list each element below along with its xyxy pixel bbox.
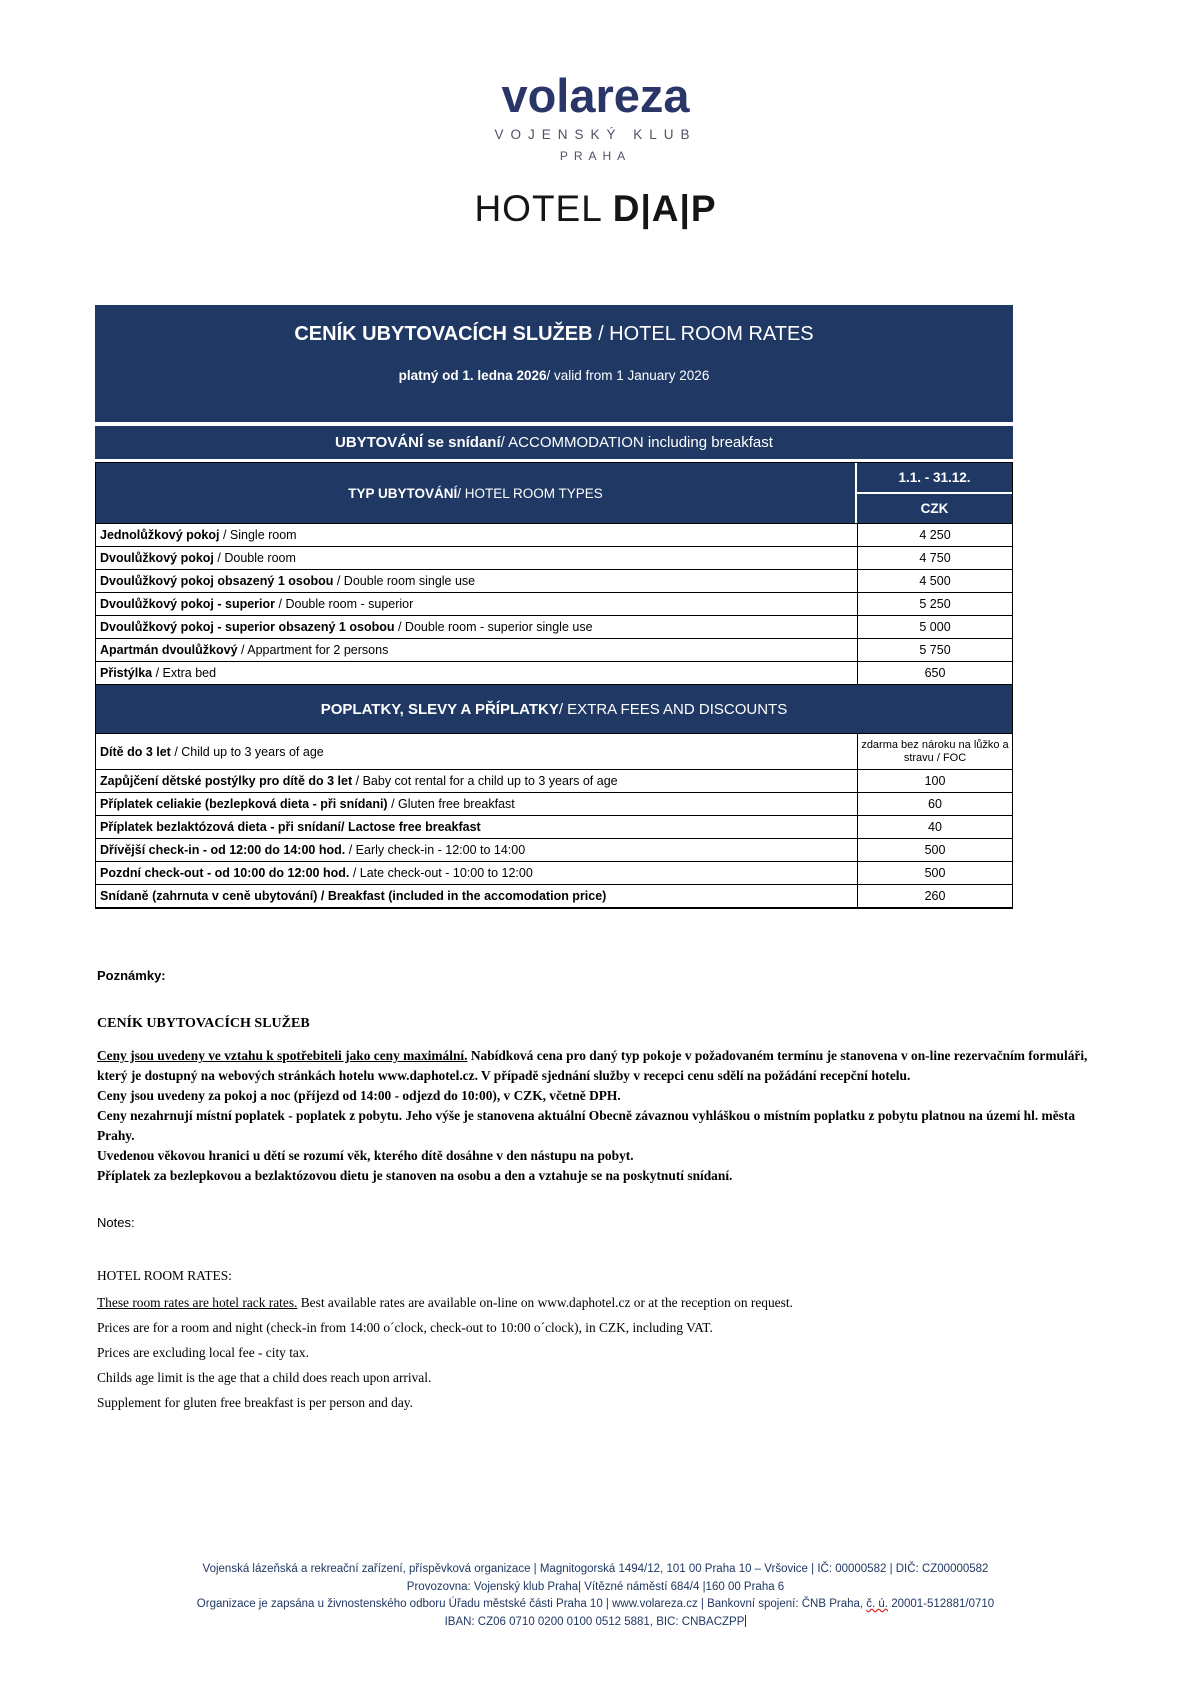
- note-cs-paragraph-5: Příplatek za bezlepkovou a bezlaktózovou dietu je stanoven na osobu a den a vztahuje se na poskytnutí snídaní.: [97, 1168, 733, 1183]
- row-price: 650: [924, 666, 946, 680]
- table-row: [96, 570, 1012, 593]
- validity-subtitle: [399, 368, 710, 383]
- row-price: 5 750: [919, 643, 951, 657]
- footer-line-3-pre: Organizace je zapsána u živnostenského odboru Úřadu městské části Praha 10 | www.volareza.cz | Bankovní spojení: ČNB Praha,: [196, 1598, 867, 1610]
- footer-line-1: Vojenská lázeňská a rekreační zařízení, příspěvková organizace | Magnitogorská 1494/12, 101 00 Praha 10 – Vršovice | IČ: 00000582 | DIČ: CZ00000582: [202, 1563, 989, 1575]
- table-row: [96, 816, 1012, 839]
- column-header-currency: CZK: [920, 501, 949, 516]
- row-label: [96, 816, 858, 838]
- note-en-paragraph-2: Prices are for a room and night (check-in from 14:00 o´clock, check-out to 10:00 o´clock), in CZK, including VAT.: [97, 1320, 713, 1335]
- table-row: [96, 662, 1012, 685]
- row-label-cs: Dítě do 3 let: [100, 744, 171, 759]
- main-header-band: [95, 305, 1013, 422]
- row-label: [96, 593, 858, 615]
- row-label-cs: Pozdní check-out - od 10:00 do 12:00 hod.: [100, 866, 350, 880]
- row-label-en: / Single room: [219, 528, 297, 542]
- footer-spellcheck-marked-text: č. ú.: [866, 1598, 889, 1610]
- row-label-en: / Baby cot rental for a child up to 3 years of age: [352, 774, 618, 788]
- row-price: 5 250: [919, 597, 951, 611]
- notes-heading-en: Notes:: [97, 1215, 135, 1230]
- brand-city: PRAHA: [559, 149, 632, 163]
- note-cs-p1-rest: Nabídková cena pro daný typ pokoje v požadovaném termínu je stanovena v on-line rezervačním formuláři, který je dostupný na webových stránkách hotelu www.daphotel.cz. V případě sjednání služby v recepci cenu sdělí na požádání recepční hotelu.: [97, 1048, 1088, 1083]
- hotel-title-name: D|A|P: [612, 188, 717, 229]
- row-label-en: / Gluten free breakfast: [387, 797, 515, 811]
- table-row: [96, 885, 1012, 908]
- row-label-cs: Příplatek celiakie (bezlepková dieta - při snídani): [100, 797, 388, 811]
- table-header-row: [96, 463, 1012, 524]
- note-cs-paragraph-1: [97, 1046, 1102, 1086]
- note-en-p1-rest: Best available rates are available on-line on www.daphotel.cz or at the reception on request.: [297, 1295, 793, 1310]
- col-type-en: / HOTEL ROOM TYPES: [457, 485, 603, 501]
- rates-table-box: [95, 462, 1013, 909]
- note-en-paragraph-1: [97, 1294, 1102, 1311]
- row-label: [96, 639, 858, 661]
- notes-czech: [97, 1014, 1102, 1186]
- row-price: 4 500: [919, 574, 951, 588]
- footer-line-3: [0, 1596, 1191, 1614]
- table-row: [96, 616, 1012, 639]
- brand-subtitle: VOJENSKÝ KLUB: [494, 127, 697, 142]
- title-cs: CENÍK UBYTOVACÍCH SLUŽEB: [294, 323, 593, 345]
- row-label-cs: Dřívější check-in - od 12:00 do 14:00 hod.: [100, 843, 346, 857]
- note-en-paragraph-3: Prices are excluding local fee - city tax.: [97, 1345, 309, 1360]
- fee-rows: [96, 734, 1012, 908]
- row-label-en: / Child up to 3 years of age: [170, 744, 324, 759]
- footer-line-4: [0, 1614, 1191, 1632]
- valid-cs: platný od 1. ledna 2026: [398, 368, 547, 383]
- row-price: 60: [928, 797, 942, 811]
- note-cs-paragraph-2: Ceny jsou uvedeny za pokoj a noc (příjezd od 14:00 - odjezd do 10:00), v CZK, včetně DPH.: [97, 1088, 621, 1103]
- rates-table: [95, 305, 1013, 909]
- price-list-title: [294, 323, 813, 346]
- row-label: [96, 793, 858, 815]
- note-en-paragraph-5: Supplement for gluten free breakfast is per person and day.: [97, 1395, 413, 1410]
- notes-section: [97, 962, 1102, 1419]
- note-cs-paragraph-4: Uvedenou věkovou hranici u dětí se rozumí věk, kterého dítě dosáhne v den nástupu na pobyt.: [97, 1148, 634, 1163]
- row-label-cs: Dvoulůžkový pokoj: [100, 551, 214, 565]
- table-row: [96, 639, 1012, 662]
- row-label-en: / Double room single use: [333, 574, 476, 588]
- hotel-title-prefix: HOTEL: [474, 188, 613, 229]
- note-en-paragraph-4: Childs age limit is the age that a child does reach upon arrival.: [97, 1370, 432, 1385]
- footer-iban-text: IBAN: CZ06 0710 0200 0100 0512 5881, BIC: CNBACZPP: [444, 1615, 745, 1628]
- table-row: [96, 524, 1012, 547]
- row-price: 40: [928, 820, 942, 834]
- footer-line-3-post: 20001-512881/0710: [888, 1598, 995, 1610]
- row-label: [96, 839, 858, 861]
- table-row: [96, 593, 1012, 616]
- footer-line-2: Provozovna: Vojenský klub Praha| Vítězné náměstí 684/4 |160 00 Praha 6: [406, 1580, 785, 1593]
- accom-en: / ACCOMMODATION including breakfast: [500, 434, 773, 451]
- row-label-en: / Double room - superior single use: [394, 620, 593, 634]
- fees-band-cs: POPLATKY, SLEVY A PŘÍPLATKY: [320, 700, 559, 718]
- col-type-cs: TYP UBYTOVÁNÍ: [348, 485, 458, 501]
- hotel-name-title: [0, 188, 1191, 230]
- row-label-en: / Early check-in - 12:00 to 14:00: [345, 843, 526, 857]
- notes-subheading-cs: CENÍK UBYTOVACÍCH SLUŽEB: [97, 1016, 310, 1031]
- note-en-p1-underlined: These room rates are hotel rack rates.: [97, 1295, 298, 1310]
- row-price: 4 250: [919, 528, 951, 542]
- note-cs-paragraph-3: Ceny nezahrnují místní poplatek - poplatek z pobytu. Jeho výše je stanovena aktuální Obecně závaznou vyhláškou o místním poplatku z pobytu platnou na území hl. města Prahy.: [97, 1108, 1076, 1143]
- valid-en: / valid from 1 January 2026: [546, 368, 710, 383]
- row-price: zdarma bez nároku na lůžko a stravu / FOC: [861, 738, 1009, 764]
- row-label: [96, 547, 858, 569]
- row-price: 100: [924, 774, 946, 788]
- accommodation-band: [95, 426, 1013, 459]
- row-price: 500: [924, 843, 946, 857]
- row-label-cs: Dvoulůžkový pokoj - superior: [100, 597, 276, 611]
- row-price: 5 000: [919, 620, 951, 634]
- row-label-en: / Double room - superior: [275, 597, 414, 611]
- row-label-en: / Double room: [213, 551, 296, 565]
- row-label: [96, 885, 858, 907]
- row-label: [96, 662, 858, 684]
- row-price: 4 750: [919, 551, 951, 565]
- table-row: [96, 793, 1012, 816]
- accom-cs: UBYTOVÁNÍ se snídaní: [335, 434, 501, 451]
- row-price: 260: [924, 889, 946, 903]
- notes-english: [97, 1267, 1102, 1411]
- room-rows: [96, 524, 1012, 685]
- row-label-cs: Jednolůžkový pokoj: [100, 528, 220, 542]
- volareza-logo: [0, 69, 1191, 163]
- table-row: [96, 770, 1012, 793]
- row-label: [96, 734, 858, 769]
- row-price: 500: [924, 866, 946, 880]
- row-label-cs: Apartmán dvoulůžkový: [100, 643, 238, 657]
- table-row: [96, 862, 1012, 885]
- row-label: [96, 570, 858, 592]
- row-label: [96, 770, 858, 792]
- table-row: [96, 547, 1012, 570]
- notes-heading-cs: Poznámky:: [97, 968, 166, 983]
- company-footer: [0, 1556, 1191, 1631]
- row-label-en: / Late check-out - 10:00 to 12:00: [349, 866, 533, 880]
- column-header-price: [857, 463, 1012, 523]
- column-header-room-types: [96, 463, 857, 523]
- fees-band-en: / EXTRA FEES AND DISCOUNTS: [558, 700, 788, 718]
- row-label: [96, 616, 858, 638]
- row-label-en: / Appartment for 2 persons: [237, 643, 389, 657]
- row-label-cs: Dvoulůžkový pokoj - superior obsazený 1 osobou: [100, 620, 395, 634]
- text-cursor: [745, 1615, 746, 1627]
- row-label-cs: Snídaně (zahrnuta v ceně ubytování) / Breakfast (included in the accomodation price): [100, 889, 607, 903]
- table-row: [96, 734, 1012, 770]
- row-label-cs: Příplatek bezlaktózová dieta - při snídaní/ Lactose free breakfast: [100, 820, 481, 834]
- notes-subheading-en: HOTEL ROOM RATES:: [97, 1268, 232, 1283]
- brand-wordmark: volareza: [501, 69, 690, 122]
- row-label-cs: Zapůjčení dětské postýlky pro dítě do 3 let: [100, 774, 353, 788]
- row-label: [96, 524, 858, 546]
- column-header-period: 1.1. - 31.12.: [857, 463, 1012, 494]
- row-label-en: / Extra bed: [152, 666, 217, 680]
- row-label-cs: Přistýlka: [100, 666, 153, 680]
- row-label: [96, 862, 858, 884]
- table-row: [96, 839, 1012, 862]
- row-label-cs: Dvoulůžkový pokoj obsazený 1 osobou: [100, 574, 334, 588]
- title-en: / HOTEL ROOM RATES: [592, 323, 814, 345]
- fees-band: [96, 685, 1012, 734]
- note-cs-p1-underlined: Ceny jsou uvedeny ve vztahu k spotřebiteli jako ceny maximální.: [97, 1048, 468, 1063]
